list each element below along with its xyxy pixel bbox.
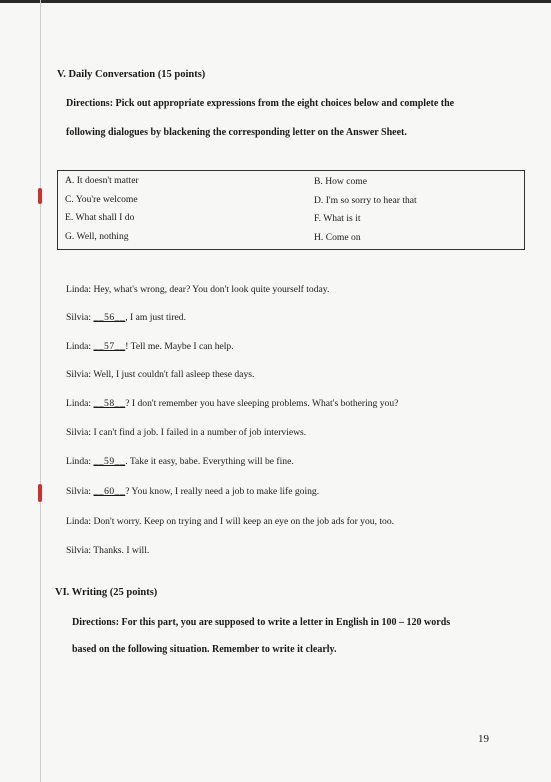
section-6-directions-line-1: Directions: For this part, you are supposed to write a letter in English in 100 – 120 words <box>72 617 451 628</box>
option-a: A. It doesn't matter <box>65 175 139 186</box>
section-5-directions-line-2: following dialogues by blackening the corresponding letter on the Answer Sheet. <box>66 127 407 138</box>
line-text: ? You know, I really need a job to make life going. <box>125 486 320 497</box>
option-e: E. What shall I do <box>65 212 135 223</box>
answer-blank-60: __60__ <box>93 486 126 497</box>
line-text: . Take it easy, babe. Everything will be fine. <box>125 456 294 467</box>
dialogue-line <box>66 516 394 527</box>
speaker: Silvia: <box>66 545 92 556</box>
section-6-heading: VI. Writing (25 points) <box>55 587 158 598</box>
red-margin-mark <box>38 188 42 204</box>
option-c: C. You're welcome <box>65 194 138 205</box>
speaker: Linda: <box>66 341 92 352</box>
dialogue-line <box>66 456 294 467</box>
dialogue-line <box>66 312 186 323</box>
option-g: G. Well, nothing <box>65 231 129 242</box>
speaker: Linda: <box>66 456 92 467</box>
speaker: Linda: <box>66 516 92 527</box>
dialogue-line <box>66 341 234 352</box>
page-number: 19 <box>478 733 489 745</box>
line-text: Well, I just couldn't fall asleep these days. <box>93 369 255 380</box>
line-text: ! Tell me. Maybe I can help. <box>125 341 234 352</box>
top-rule <box>0 0 551 3</box>
section-6-directions-line-2: based on the following situation. Remember to write it clearly. <box>72 644 337 655</box>
line-text: , I am just tired. <box>125 312 186 323</box>
line-text: Don't worry. Keep on trying and I will keep an eye on the job ads for you, too. <box>93 516 395 527</box>
dialogue-line <box>66 398 398 409</box>
section-5-directions-line-1: Directions: Pick out appropriate expressions from the eight choices below and complete the <box>66 98 455 109</box>
dialogue-line <box>66 427 306 438</box>
speaker: Linda: <box>66 284 92 295</box>
line-text: Hey, what's wrong, dear? You don't look quite yourself today. <box>93 284 330 295</box>
binding-margin-line <box>40 0 41 782</box>
option-f: F. What is it <box>314 213 361 224</box>
answer-blank-58: __58__ <box>93 398 126 409</box>
speaker: Silvia: <box>66 312 92 323</box>
speaker: Silvia: <box>66 369 92 380</box>
dialogue-line <box>66 369 254 380</box>
red-margin-mark <box>38 484 42 502</box>
answer-blank-57: __57__ <box>93 341 126 352</box>
speaker: Silvia: <box>66 486 92 497</box>
dialogue-line <box>66 284 329 295</box>
option-b: B. How come <box>314 176 368 187</box>
dialogue-line <box>66 486 319 497</box>
speaker: Linda: <box>66 398 92 409</box>
option-d: D. I'm so sorry to hear that <box>314 195 417 206</box>
choices-box <box>57 170 525 250</box>
answer-blank-59: __59__ <box>93 456 126 467</box>
option-h: H. Come on <box>314 232 361 243</box>
section-5-heading: V. Daily Conversation (15 points) <box>57 69 206 80</box>
dialogue-line <box>66 545 149 556</box>
line-text: I can't find a job. I failed in a number of job interviews. <box>93 427 307 438</box>
answer-blank-56: __56__ <box>93 312 126 323</box>
line-text: Thanks. I will. <box>93 545 150 556</box>
line-text: ? I don't remember you have sleeping problems. What's bothering you? <box>125 398 399 409</box>
speaker: Silvia: <box>66 427 92 438</box>
